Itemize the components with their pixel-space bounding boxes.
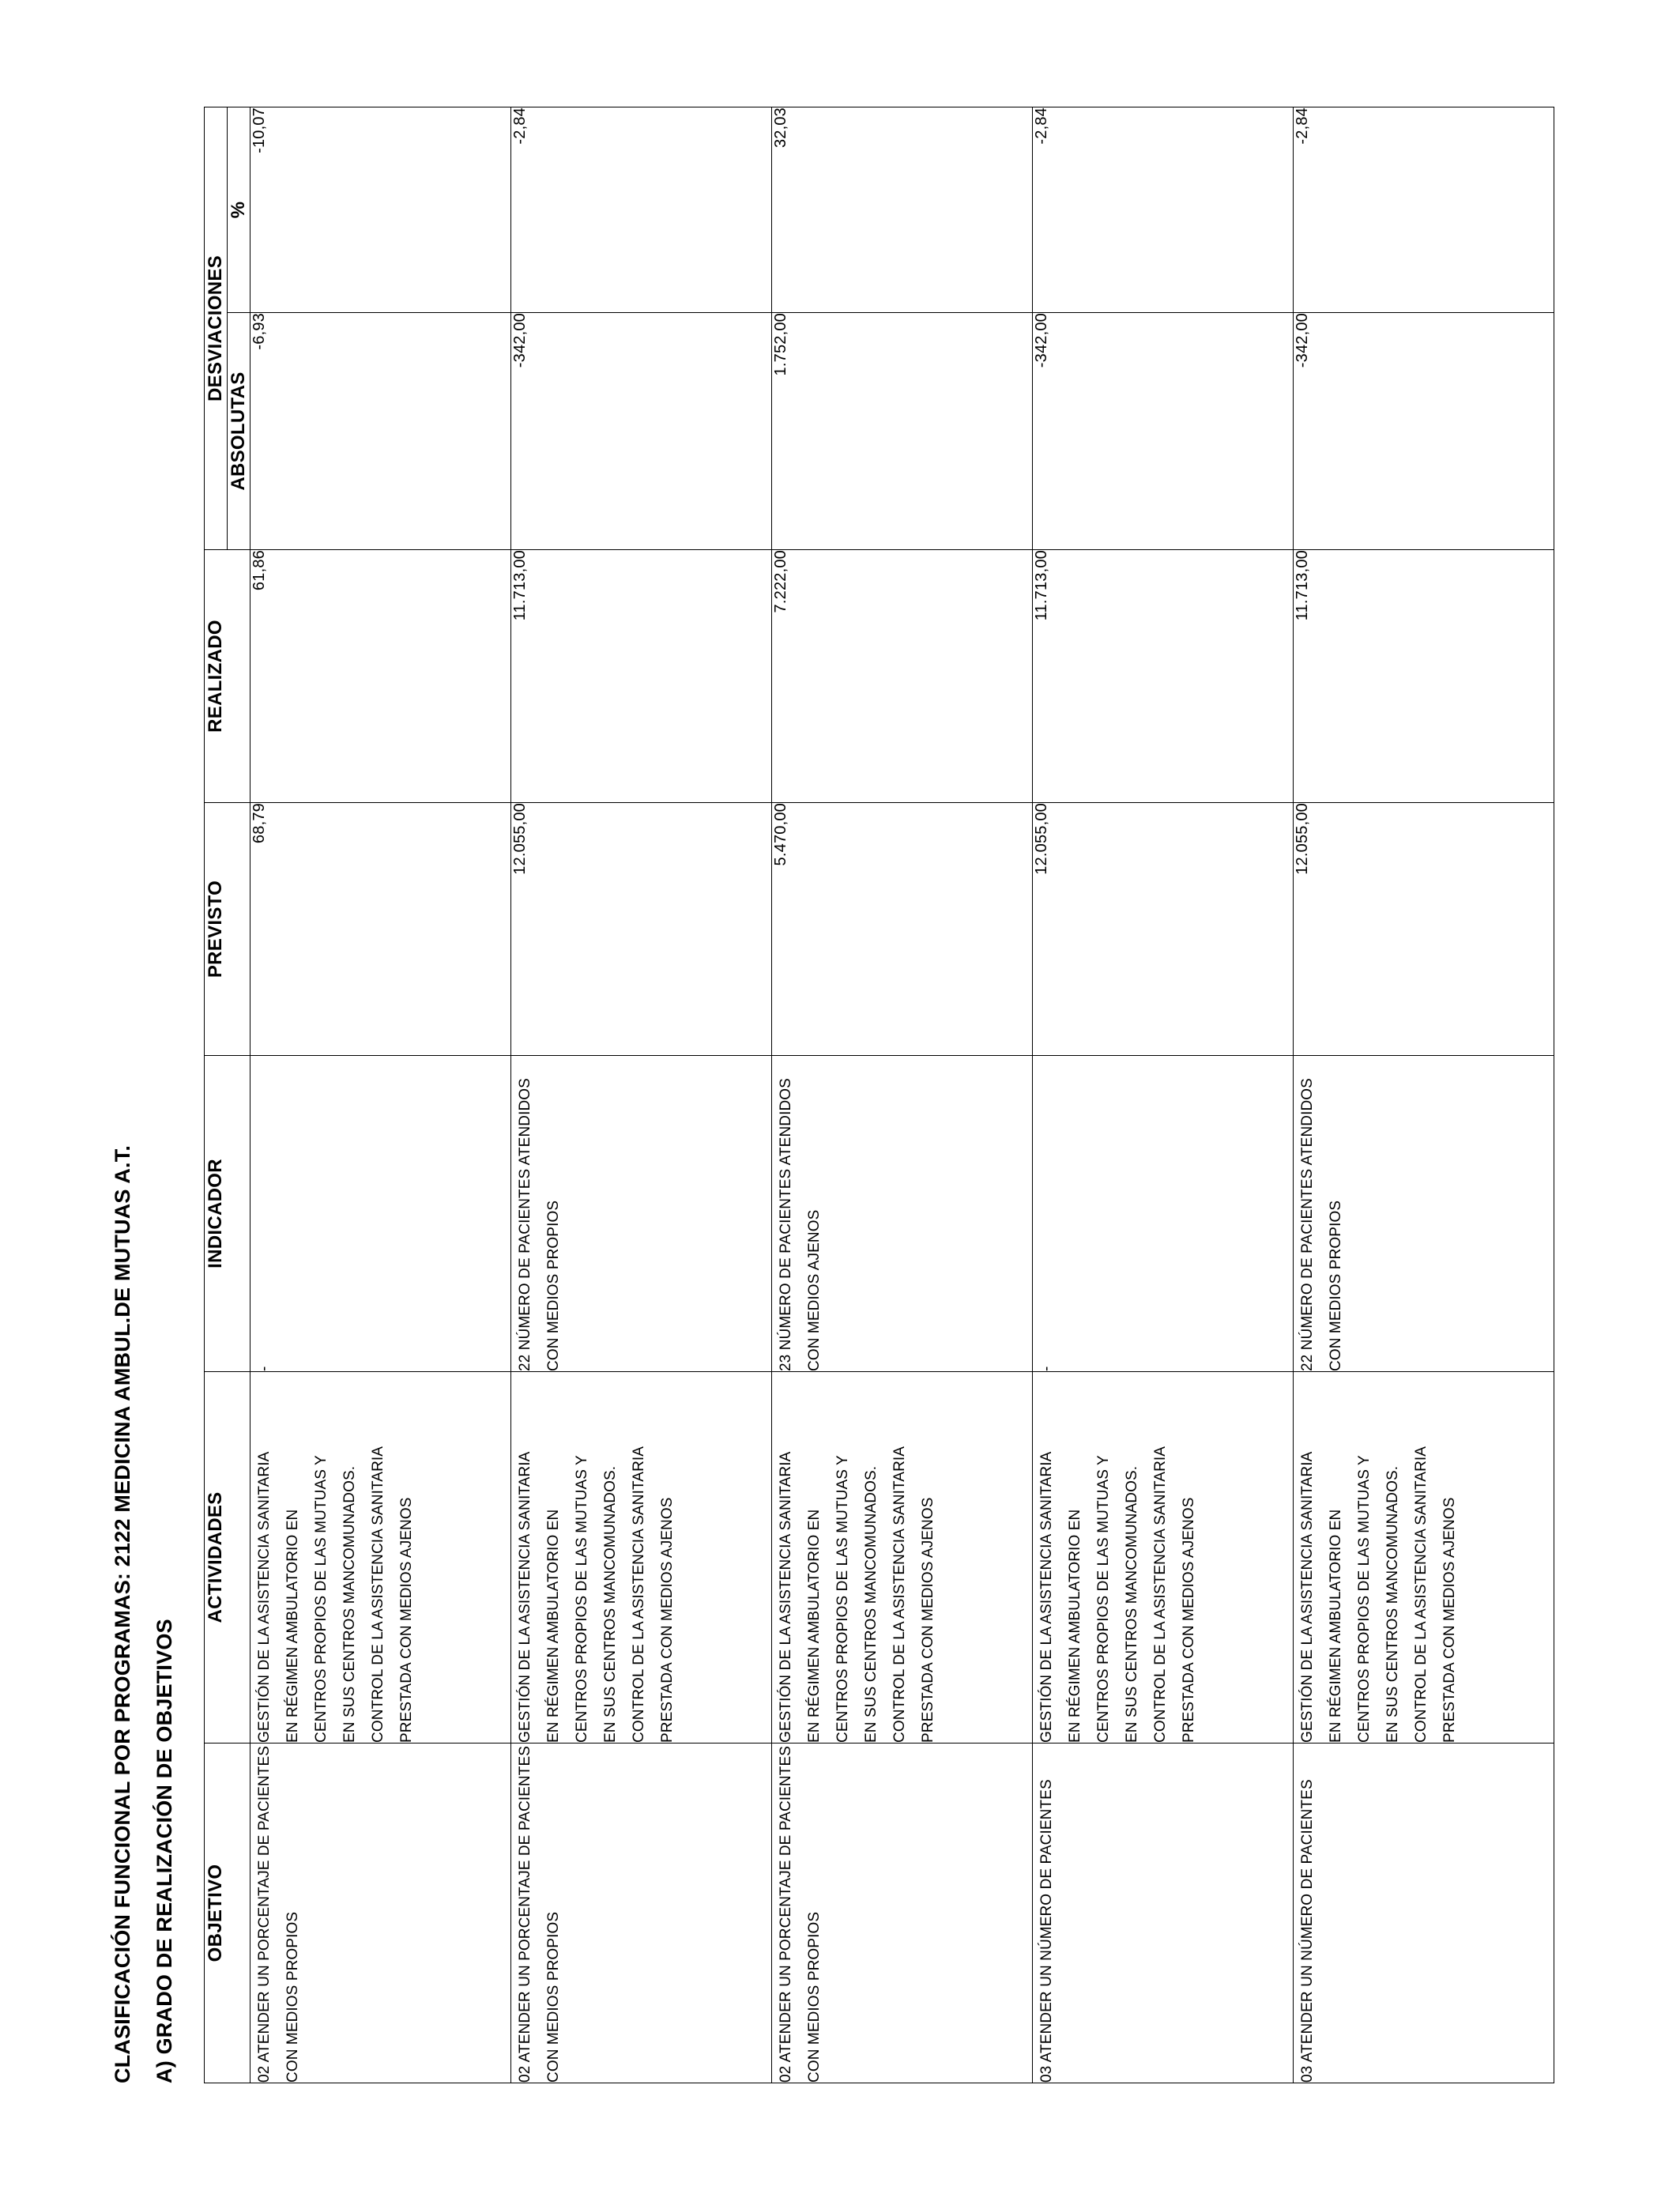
actividad-line: EN SUS CENTROS MANCOMUNADOS. — [1384, 1465, 1402, 1743]
cell-desviacion-absoluta: -342,00 — [1294, 313, 1554, 550]
column-header-objetivo: OBJETIVO — [205, 1744, 250, 2083]
actividad-line: CONTROL DE LA ASISTENCIA SANITARIA — [370, 1446, 387, 1743]
cell-desviacion-porcentaje: -10,07 — [250, 107, 511, 312]
table-row — [772, 107, 1033, 2083]
cell-indicador — [511, 1056, 772, 1372]
actividad-line: GESTIÓN DE LA ASISTENCIA SANITARIA — [517, 1451, 533, 1743]
cell-desviacion-absoluta: -342,00 — [1033, 313, 1294, 550]
indicador-line: - — [256, 1366, 273, 1371]
actividad-line: GESTIÓN DE LA ASISTENCIA SANITARIA — [1038, 1451, 1055, 1743]
actividad-line: PRESTADA CON MEDIOS AJENOS — [1181, 1497, 1198, 1743]
cell-desviacion-absoluta: 1.752,00 — [772, 313, 1033, 550]
cell-realizado: 11.713,00 — [511, 550, 772, 803]
actividad-line: CONTROL DE LA ASISTENCIA SANITARIA — [1413, 1446, 1430, 1743]
table-row — [1033, 107, 1294, 2083]
objectives-table — [204, 107, 1554, 2083]
actividad-line: GESTIÓN DE LA ASISTENCIA SANITARIA — [1299, 1451, 1316, 1743]
table-body — [250, 107, 1554, 2083]
cell-previsto: 12.055,00 — [511, 803, 772, 1056]
cell-actividades — [772, 1372, 1033, 1744]
actividad-line: EN RÉGIMEN AMBULATORIO EN — [806, 1509, 823, 1743]
actividad-line: CENTROS PROPIOS DE LAS MUTUAS Y — [834, 1455, 852, 1743]
cell-realizado: 61,86 — [250, 550, 511, 803]
cell-desviacion-absoluta: -342,00 — [511, 313, 772, 550]
cell-actividades — [250, 1372, 511, 1744]
cell-objetivo: 02 ATENDER UN PORCENTAJE DE PACIENTES CON MEDIOS PROPIOS — [772, 1744, 1033, 2083]
cell-indicador — [772, 1056, 1033, 1372]
actividad-line: CONTROL DE LA ASISTENCIA SANITARIA — [1152, 1446, 1170, 1743]
actividad-line: EN SUS CENTROS MANCOMUNADOS. — [341, 1465, 359, 1743]
actividad-line: EN SUS CENTROS MANCOMUNADOS. — [602, 1465, 620, 1743]
cell-desviacion-porcentaje: -2,84 — [1294, 107, 1554, 312]
page-subtitle: A) GRADO DE REALIZACIÓN DE OBJETIVOS — [153, 1619, 176, 2083]
table-header-row-group — [205, 107, 228, 2083]
cell-previsto: 12.055,00 — [1294, 803, 1554, 1056]
cell-realizado: 11.713,00 — [1294, 550, 1554, 803]
cell-previsto: 12.055,00 — [1033, 803, 1294, 1056]
column-header-absolutas: ABSOLUTAS — [228, 313, 250, 550]
cell-desviacion-porcentaje: -2,84 — [1033, 107, 1294, 312]
indicador-line: CON MEDIOS AJENOS — [806, 1209, 823, 1371]
actividad-line: EN SUS CENTROS MANCOMUNADOS. — [863, 1465, 880, 1743]
actividad-line: PRESTADA CON MEDIOS AJENOS — [659, 1497, 676, 1743]
actividad-line: GESTIÓN DE LA ASISTENCIA SANITARIA — [778, 1451, 794, 1743]
actividad-line: GESTIÓN DE LA ASISTENCIA SANITARIA — [256, 1451, 273, 1743]
actividad-line: CONTROL DE LA ASISTENCIA SANITARIA — [631, 1446, 648, 1743]
indicador-line: 22 NÚMERO DE PACIENTES ATENDIDOS — [1299, 1078, 1316, 1371]
actividad-line: EN SUS CENTROS MANCOMUNADOS. — [1124, 1465, 1141, 1743]
actividad-line: PRESTADA CON MEDIOS AJENOS — [398, 1497, 416, 1743]
cell-indicador — [1033, 1056, 1294, 1372]
actividad-line: CENTROS PROPIOS DE LAS MUTUAS Y — [313, 1455, 330, 1743]
cell-objetivo: 02 ATENDER UN PORCENTAJE DE PACIENTES CON MEDIOS PROPIOS — [511, 1744, 772, 2083]
cell-previsto: 68,79 — [250, 803, 511, 1056]
column-header-realizado: REALIZADO — [205, 550, 250, 803]
indicador-line: 23 NÚMERO DE PACIENTES ATENDIDOS — [778, 1078, 794, 1371]
actividad-line: CENTROS PROPIOS DE LAS MUTUAS Y — [1095, 1455, 1113, 1743]
cell-desviacion-porcentaje: -2,84 — [511, 107, 772, 312]
cell-indicador — [250, 1056, 511, 1372]
cell-previsto: 5.470,00 — [772, 803, 1033, 1056]
indicador-line: - — [1038, 1366, 1055, 1371]
actividad-line: CENTROS PROPIOS DE LAS MUTUAS Y — [574, 1455, 591, 1743]
column-header-indicador: INDICADOR — [205, 1056, 250, 1372]
column-header-actividades: ACTIVIDADES — [205, 1372, 250, 1744]
cell-realizado: 7.222,00 — [772, 550, 1033, 803]
actividad-line: PRESTADA CON MEDIOS AJENOS — [1441, 1497, 1459, 1743]
column-header-previsto: PREVISTO — [205, 803, 250, 1056]
actividad-line: EN RÉGIMEN AMBULATORIO EN — [545, 1509, 563, 1743]
cell-realizado: 11.713,00 — [1033, 550, 1294, 803]
actividad-line: CONTROL DE LA ASISTENCIA SANITARIA — [891, 1446, 909, 1743]
indicador-line: 22 NÚMERO DE PACIENTES ATENDIDOS — [517, 1078, 533, 1371]
table-row — [1294, 107, 1554, 2083]
column-header-porcentaje: % — [228, 107, 250, 312]
cell-objetivo: 03 ATENDER UN NÚMERO DE PACIENTES — [1294, 1744, 1554, 2083]
cell-objetivo: 02 ATENDER UN PORCENTAJE DE PACIENTES CON MEDIOS PROPIOS — [250, 1744, 511, 2083]
actividad-line: CENTROS PROPIOS DE LAS MUTUAS Y — [1356, 1455, 1373, 1743]
cell-actividades — [511, 1372, 772, 1744]
cell-actividades — [1294, 1372, 1554, 1744]
page-title: CLASIFICACIÓN FUNCIONAL POR PROGRAMAS: 2122 MEDICINA AMBUL.DE MUTUAS A.T. — [111, 1144, 134, 2083]
actividad-line: EN RÉGIMEN AMBULATORIO EN — [1328, 1509, 1345, 1743]
table-row — [511, 107, 772, 2083]
indicador-line: CON MEDIOS PROPIOS — [545, 1200, 563, 1371]
table-header — [205, 107, 250, 2083]
cell-indicador — [1294, 1056, 1554, 1372]
column-header-desviaciones: DESVIACIONES — [205, 107, 228, 549]
actividad-line: PRESTADA CON MEDIOS AJENOS — [920, 1497, 937, 1743]
actividad-line: EN RÉGIMEN AMBULATORIO EN — [284, 1509, 302, 1743]
cell-desviacion-absoluta: -6,93 — [250, 313, 511, 550]
actividad-line: EN RÉGIMEN AMBULATORIO EN — [1067, 1509, 1084, 1743]
cell-actividades — [1033, 1372, 1294, 1744]
cell-objetivo: 03 ATENDER UN NÚMERO DE PACIENTES — [1033, 1744, 1294, 2083]
cell-desviacion-porcentaje: 32,03 — [772, 107, 1033, 312]
indicador-line: CON MEDIOS PROPIOS — [1328, 1200, 1345, 1371]
table-row — [250, 107, 511, 2083]
